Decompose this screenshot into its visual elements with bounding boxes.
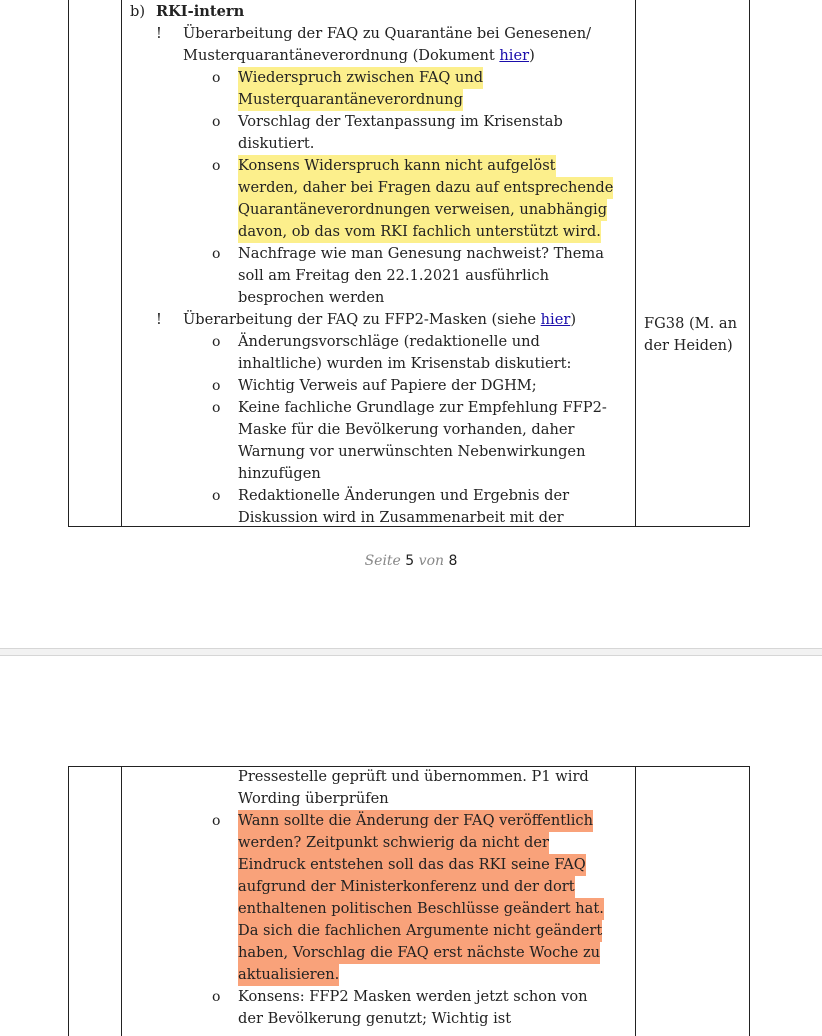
footer-total-pages: 8 bbox=[448, 553, 458, 569]
subitem-text: Da sich die fachlichen Argumente nicht geändert bbox=[238, 920, 602, 942]
bullet-icon: o bbox=[212, 246, 221, 262]
bullet-icon: o bbox=[212, 378, 221, 394]
table-column-divider bbox=[121, 767, 122, 1036]
subitem-text: aufgrund der Ministerkonferenz und der dort bbox=[238, 876, 575, 898]
subitem-text: Wann sollte die Änderung der FAQ veröffentlich bbox=[238, 810, 593, 832]
subitem-text: Änderungsvorschläge (redaktionelle und bbox=[238, 333, 540, 350]
table-column-divider bbox=[635, 767, 636, 1036]
subitem-text: Musterquarantäneverordnung bbox=[238, 89, 463, 111]
document-page-6 bbox=[0, 656, 822, 1027]
subitem-text: Eindruck entstehen soll das das RKI seine FAQ bbox=[238, 854, 586, 876]
bullet-icon: o bbox=[212, 488, 221, 504]
footer-page-word: Seite bbox=[364, 553, 401, 569]
subitem-text: Warnung vor unerwünschten Nebenwirkungen bbox=[238, 443, 586, 460]
bullet-icon: o bbox=[212, 813, 221, 829]
continuation-text: Wording überprüfen bbox=[238, 790, 389, 807]
subitem-text: Konsens Widerspruch kann nicht aufgelöst bbox=[238, 155, 556, 177]
subitem-text: inhaltliche) wurden im Krisenstab diskutiert: bbox=[238, 355, 572, 372]
subitem-text: besprochen werden bbox=[238, 289, 385, 306]
subitem-text: Quarantäneverordnungen verweisen, unabhängig bbox=[238, 199, 607, 221]
subitem-text: Konsens: FFP2 Masken werden jetzt schon von bbox=[238, 988, 588, 1005]
item-marker: ! bbox=[156, 25, 162, 42]
bullet-icon: o bbox=[212, 400, 221, 416]
subitem-text: diskutiert. bbox=[238, 135, 315, 152]
subitem-text: Keine fachliche Grundlage zur Empfehlung FFP2- bbox=[238, 399, 607, 416]
bullet-icon: o bbox=[212, 70, 221, 86]
subitem-text: Wichtig Verweis auf Papiere der DGHM; bbox=[238, 377, 537, 394]
section-label: b) bbox=[130, 3, 146, 20]
subitem-text: der Bevölkerung genutzt; Wichtig ist bbox=[238, 1010, 512, 1027]
subitem-text: soll am Freitag den 22.1.2021 ausführlich bbox=[238, 267, 549, 284]
subitem-text: davon, ob das vom RKI fachlich unterstützt wird. bbox=[238, 221, 601, 243]
subitem-text: aktualisieren. bbox=[238, 964, 339, 986]
page-separator bbox=[0, 648, 822, 656]
footer-of-word: von bbox=[418, 553, 445, 569]
subitem-text: enthaltenen politischen Beschlüsse geändert hat. bbox=[238, 898, 604, 920]
section-title: RKI-intern bbox=[156, 3, 245, 20]
bullet-icon: o bbox=[212, 334, 221, 350]
subitem-text: Diskussion wird in Zusammenarbeit mit der bbox=[238, 509, 564, 526]
subitem-text: Wiederspruch zwischen FAQ und bbox=[238, 67, 483, 89]
item-text: Überarbeitung der FAQ zu Quarantäne bei Genesenen/ bbox=[183, 25, 592, 42]
subitem-text: hinzufügen bbox=[238, 465, 321, 482]
subitem-text: werden, daher bei Fragen dazu auf entsprechende bbox=[238, 177, 613, 199]
subitem-text: Nachfrage wie man Genesung nachweist? Thema bbox=[238, 245, 604, 262]
table-column-divider bbox=[121, 0, 122, 526]
subitem-text: Redaktionelle Änderungen und Ergebnis der bbox=[238, 487, 570, 504]
subitem-text: haben, Vorschlag die FAQ erst nächste Woche zu bbox=[238, 942, 600, 964]
item-marker: ! bbox=[156, 311, 162, 328]
bullet-icon: o bbox=[212, 989, 221, 1005]
responsible-cell: FG38 (M. an bbox=[644, 315, 738, 332]
subitem-text: Maske für die Bevölkerung vorhanden, daher bbox=[238, 421, 575, 438]
document-link[interactable]: hier bbox=[499, 47, 530, 64]
footer-current-page: 5 bbox=[405, 553, 415, 569]
item-text: Überarbeitung der FAQ zu FFP2-Masken (siehe hier) bbox=[183, 311, 577, 328]
bullet-icon: o bbox=[212, 158, 221, 174]
responsible-cell: der Heiden) bbox=[644, 337, 733, 354]
page-footer bbox=[0, 553, 822, 569]
subitem-text: werden? Zeitpunkt schwierig da nicht der bbox=[238, 832, 549, 854]
continuation-text: Pressestelle geprüft und übernommen. P1 wird bbox=[238, 768, 589, 785]
document-link[interactable]: hier bbox=[540, 311, 571, 328]
table-column-divider bbox=[635, 0, 636, 526]
item-text: Musterquarantäneverordnung (Dokument hier) bbox=[183, 47, 535, 64]
subitem-text: Vorschlag der Textanpassung im Krisenstab bbox=[238, 113, 563, 130]
bullet-icon: o bbox=[212, 114, 221, 130]
